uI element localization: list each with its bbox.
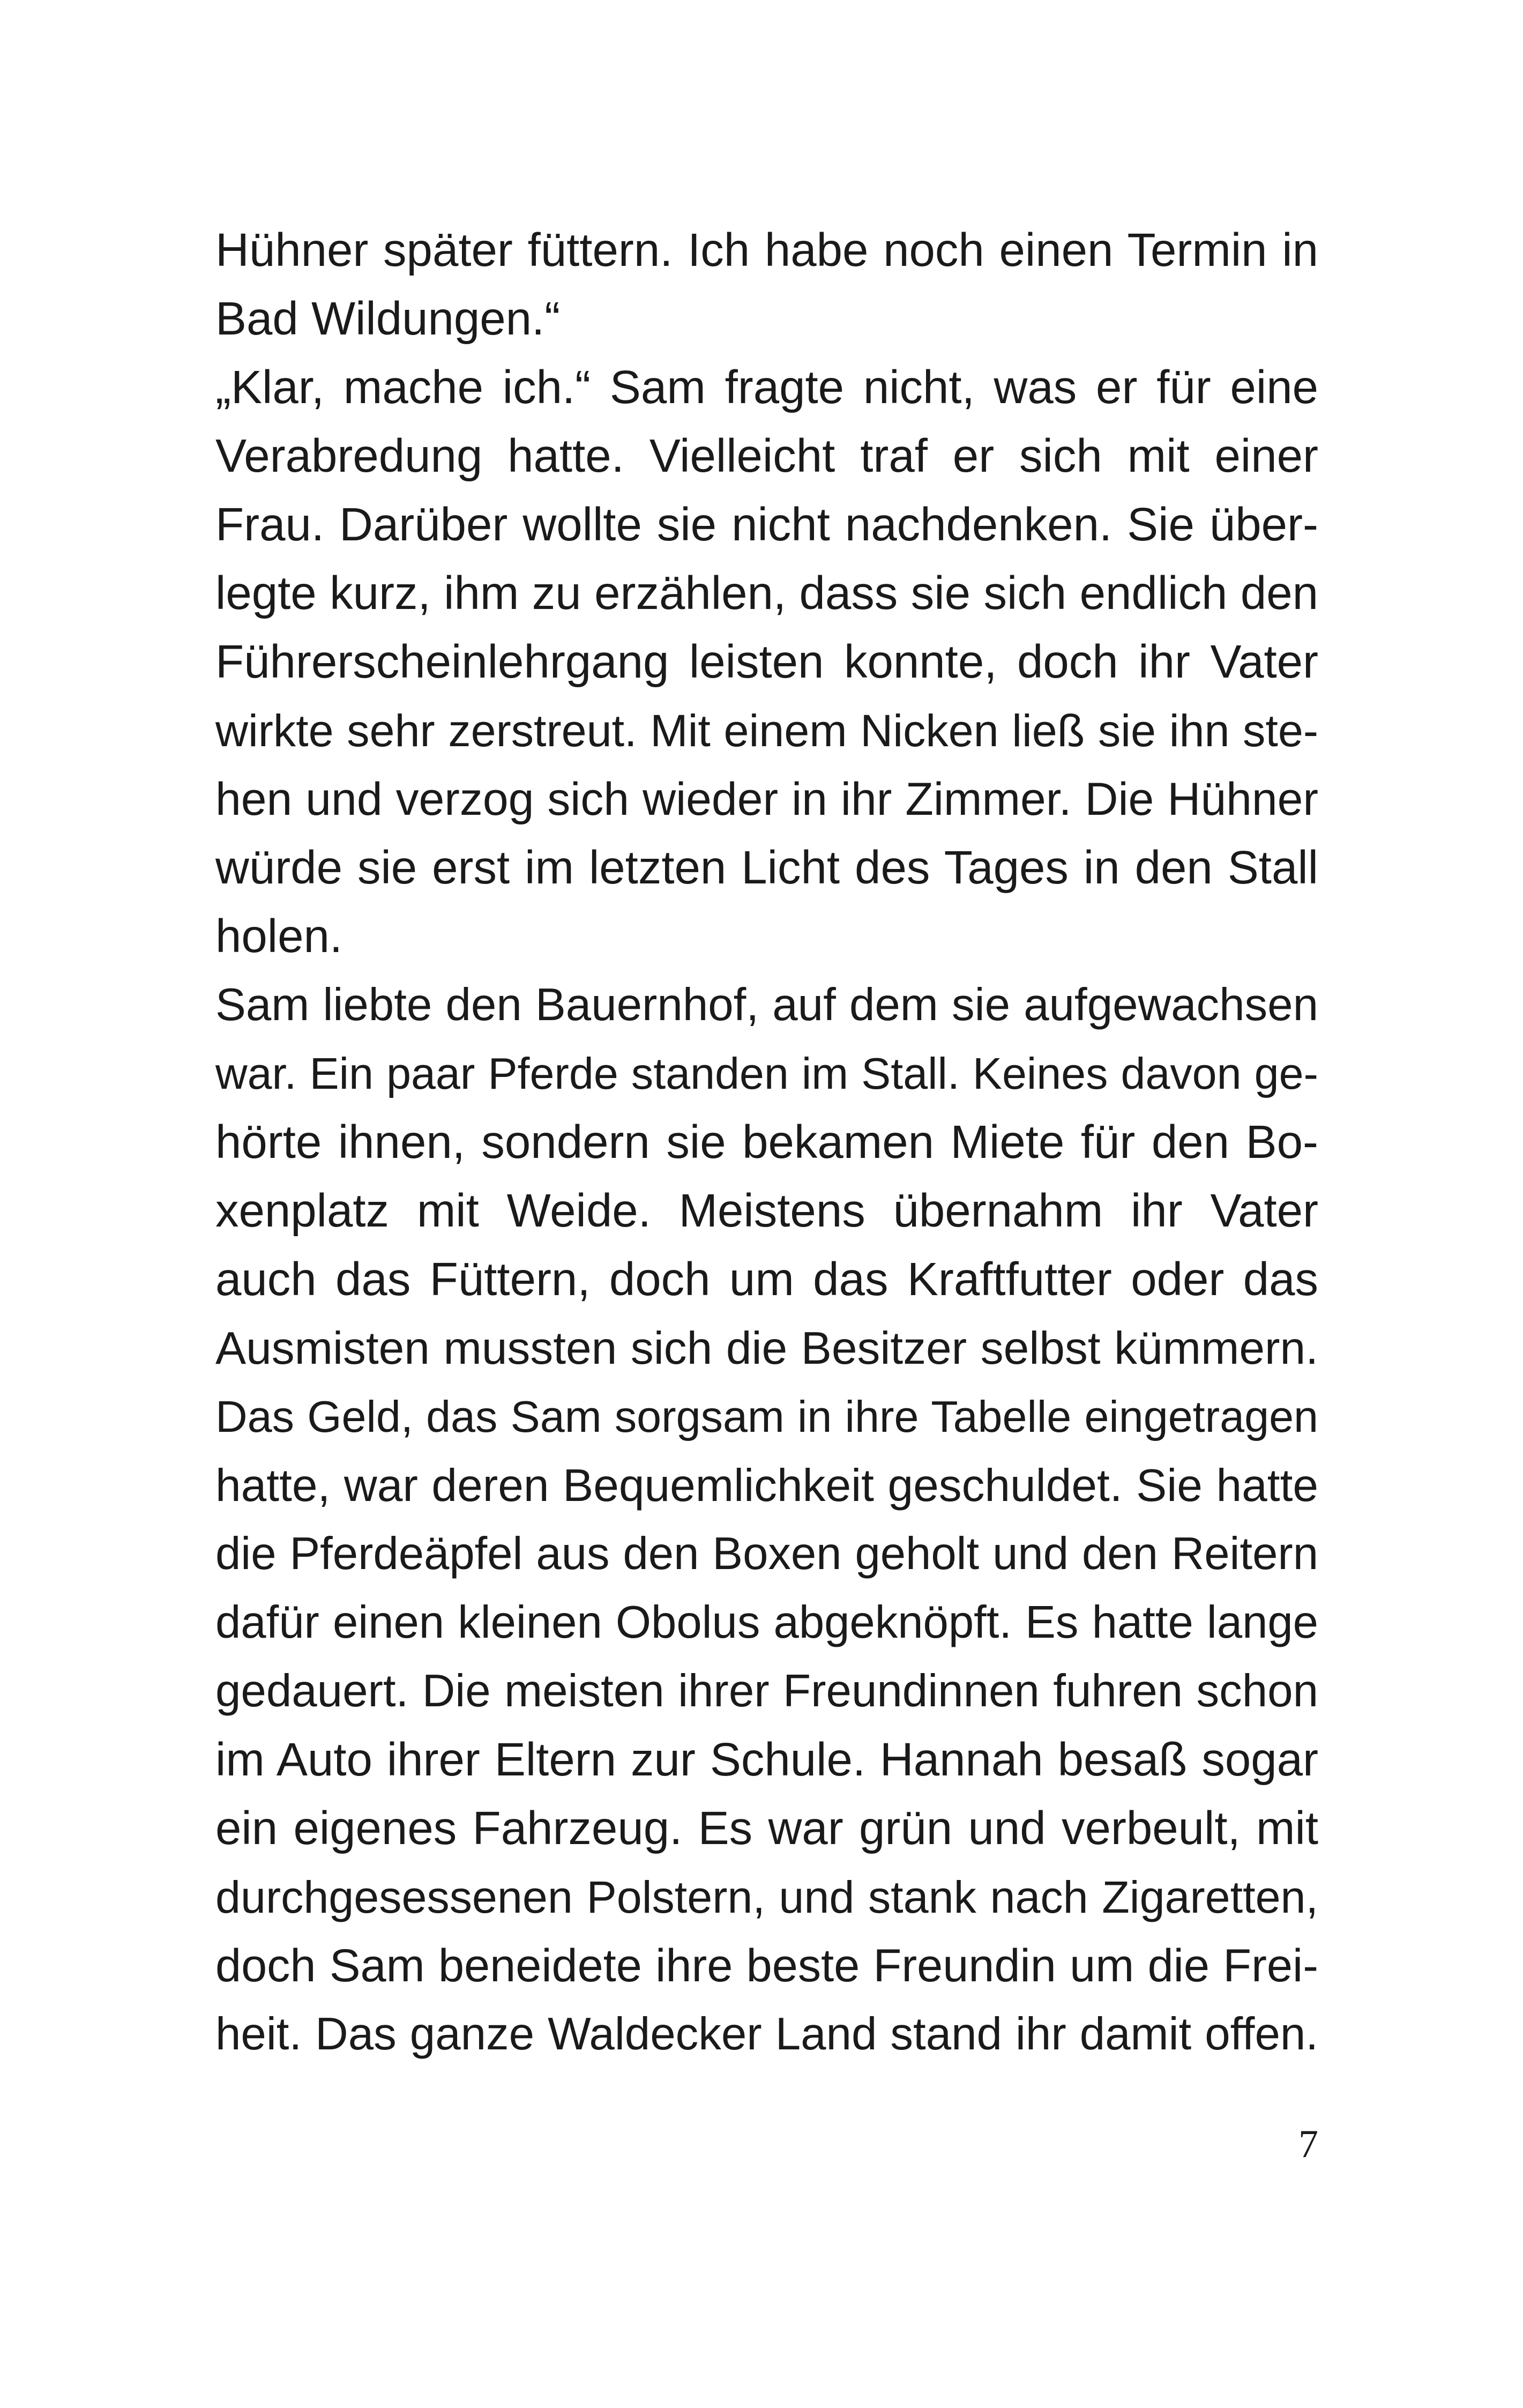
text-line: hörte ihnen, sondern sie bekamen Miete für den Bo- <box>215 1116 1318 1168</box>
text-line: ein eigenes Fahrzeug. Es war grün und verbeult, mit <box>215 1802 1318 1854</box>
text-line: dafür einen kleinen Obolus abgeknöpft. Es hatte lange <box>215 1597 1318 1648</box>
text-line: im Auto ihrer Eltern zur Schule. Hannah besaß sogar <box>215 1734 1318 1786</box>
text-line: würde sie erst im letzten Licht des Tages in den Stall <box>215 842 1318 894</box>
text-line: Bad Wildungen.“ <box>215 293 561 345</box>
text-line: die Pferdeäpfel aus den Boxen geholt und den Reitern <box>215 1528 1318 1579</box>
text-line: wirkte sehr zerstreut. Mit einem Nicken ließ sie ihn ste- <box>215 705 1318 756</box>
text-line: hatte, war deren Bequemlichkeit geschuldet. Sie hatte <box>215 1460 1318 1511</box>
text-line: Führerscheinlehrgang leisten konnte, doch ihr Vater <box>215 636 1318 688</box>
text-line: „Klar, mache ich.“ Sam fragte nicht, was er für eine <box>215 361 1318 413</box>
text-line: hen und verzog sich wieder in ihr Zimmer. Die Hühner <box>215 774 1318 825</box>
text-line: war. Ein paar Pferde standen im Stall. Keines davon ge- <box>215 1049 1318 1098</box>
text-line: heit. Das ganze Waldecker Land stand ihr damit offen. <box>215 2009 1318 2060</box>
text-line: durchgesessenen Polstern, und stank nach Zigaretten, <box>215 1872 1318 1922</box>
body-text <box>215 216 1318 2069</box>
text-line: Ausmisten mussten sich die Besitzer selbst kümmern. <box>215 1322 1318 1374</box>
text-line: xenplatz mit Weide. Meistens übernahm ihr Vater <box>215 1185 1318 1237</box>
page-number: 7 <box>1298 2122 1318 2166</box>
text-line: doch Sam beneidete ihre beste Freundin um die Frei- <box>215 1940 1318 1991</box>
text-line: gedauert. Die meisten ihrer Freundinnen fuhren schon <box>215 1666 1318 1716</box>
text-line: Das Geld, das Sam sorgsam in ihre Tabelle eingetragen <box>215 1392 1318 1441</box>
text-line: Verabredung hatte. Vielleicht traf er sich mit einer <box>215 430 1318 482</box>
text-line: auch das Füttern, doch um das Kraftfutter oder das <box>215 1253 1318 1305</box>
text-line: holen. <box>215 910 343 962</box>
text-line: Hühner später füttern. Ich habe noch einen Termin in <box>215 224 1318 276</box>
text-line: legte kurz, ihm zu erzählen, dass sie sich endlich den <box>215 567 1318 619</box>
text-line: Sam liebte den Bauernhof, auf dem sie aufgewachsen <box>215 979 1318 1030</box>
text-line: Frau. Darüber wollte sie nicht nachdenken. Sie über- <box>215 499 1318 551</box>
